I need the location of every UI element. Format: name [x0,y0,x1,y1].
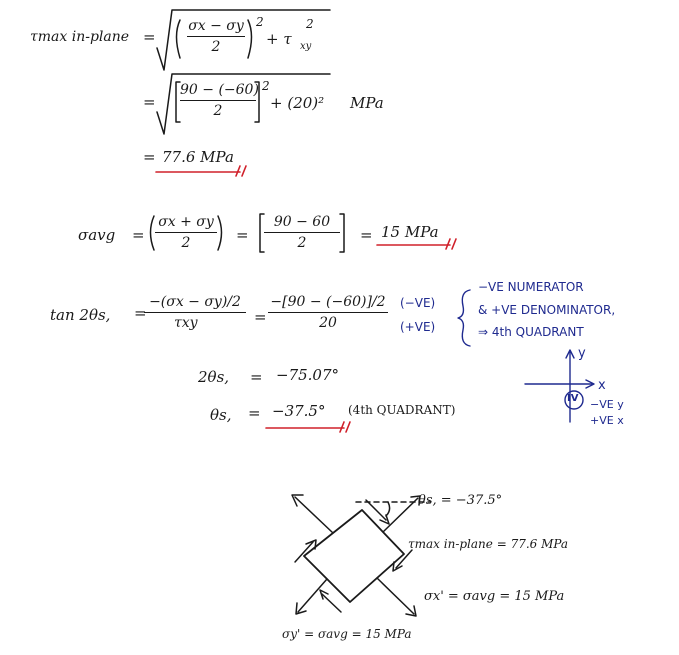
fraction-denominator: 2 [297,235,307,251]
tau-max-eq1: = [143,28,156,46]
sigma-x-prime-label: σx' = σavg = 15 MPa [424,589,565,604]
tau-max-result: 77.6 MPa [162,148,234,166]
tau-max-diagram-label: τmax in-plane = 77.6 MPa [408,537,569,551]
fraction-numerator: σx − σy [188,18,244,34]
theta-value: −37.5° [272,402,326,420]
fraction-numerator: 90 − (−60) [180,82,259,98]
tan-eq1: = [134,304,147,322]
exponent-2b: 2 [306,17,314,31]
positive-sign-note: (+VE) [400,320,436,334]
tan-eq2: = [254,308,267,326]
exponent-2a: 2 [256,15,264,29]
axis-y-label: y [578,346,586,361]
quadrant-label: IV [567,393,579,404]
fraction-denominator: 2 [181,235,191,251]
sigma-avg-eq1: = [132,226,145,244]
two-theta-value: −75.07° [276,366,340,384]
negative-sign-note: (−VE) [400,296,436,310]
pos-x-label: +VE x [590,414,624,427]
fraction-numerator: −[90 − (−60)]/2 [270,294,386,310]
tau-max-unit: MPa [350,94,384,112]
theta-note: (4th QUADRANT) [348,403,456,417]
axis-x-label: x [598,378,606,393]
tau-xy-subscript: xy [300,41,312,52]
sigma-avg-eq3: = [360,226,373,244]
tau-max-lhs: τmax in-plane [30,29,130,45]
tau-max-eq3: = [143,148,156,166]
fraction-numerator: σx + σy [158,214,214,230]
sigma-avg-eq2: = [236,226,249,244]
note-line-3: ⇒ 4th QUADRANT [478,325,584,339]
note-line-2: & +VE DENOMINATOR, [478,303,616,317]
two-theta-lhs: 2θs, [198,368,230,386]
sigma-avg-result: 15 MPa [381,223,439,241]
neg-y-label: −VE y [590,398,624,411]
tau-max-eq2: = [143,93,156,111]
fraction-denominator: 2 [213,103,223,119]
angle-label: θs, = −37.5° [418,493,503,508]
theta-lhs: θs, [210,406,232,424]
fraction-numerator: 90 − 60 [273,214,331,230]
theta-eq: = [248,404,261,422]
sigma-avg-lhs: σavg [78,226,116,244]
fraction-denominator: 20 [319,315,337,331]
two-theta-eq: = [250,368,263,386]
fraction-denominator: τxy [174,315,198,331]
sigma-y-prime-label: σy' = σavg = 15 MPa [282,627,412,641]
exponent-2c: 2 [262,79,270,93]
tau-max-plus2: + (20)² [270,94,325,112]
tan-lhs: tan 2θs, [50,306,111,324]
note-line-1: −VE NUMERATOR [478,280,584,294]
fraction-denominator: 2 [211,39,221,55]
tau-max-plus1: + τ [266,30,292,48]
fraction-numerator: −(σx − σy)/2 [149,294,241,310]
